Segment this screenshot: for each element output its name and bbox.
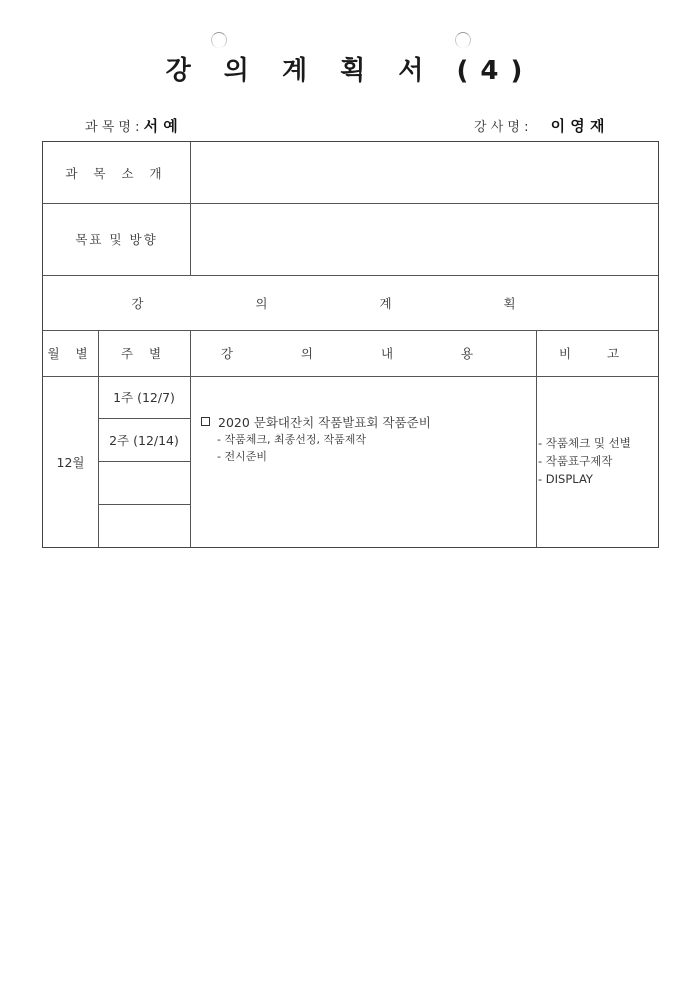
instructor-line (474, 115, 605, 136)
course-intro-label: 과 목 소 개 (65, 165, 168, 181)
content-sub-item: - 작품체크, 최종선정, 작품제작 (217, 433, 366, 446)
month-cell: 12월 (56, 454, 85, 470)
instructor-label: 강 사 명 : (474, 120, 529, 135)
subject-line (85, 115, 178, 136)
goals-label: 목표 및 방향 (75, 232, 158, 247)
punch-hole-left (211, 32, 227, 48)
subject-label: 과 목 명 : (85, 120, 140, 135)
note-item: - 작품체크 및 선별 (538, 436, 631, 450)
col-notes-header: 비 고 (558, 346, 636, 361)
week-cell (98, 461, 190, 504)
week-cell: 1주 (12/7) (113, 390, 175, 405)
note-item: - DISPLAY (538, 472, 593, 486)
content-main-text: 2020 문화대잔치 작품발표회 작품준비 (218, 415, 431, 430)
subject-value: 서 예 (143, 117, 178, 135)
lecture-plan-table (42, 141, 659, 548)
instructor-value: 이 영 재 (550, 117, 605, 135)
col-month-header: 월 별 (47, 346, 94, 361)
plan-header: 강 의 계 획 (131, 295, 570, 311)
punch-hole-right (455, 32, 471, 48)
note-item: - 작품표구제작 (538, 454, 613, 468)
week-cell: 2주 (12/14) (109, 432, 179, 448)
page-title: 강 의 계 획 서 (4) (165, 56, 535, 86)
col-content-header: 강 의 내 용 (220, 346, 506, 361)
checkbox-bullet-icon (201, 417, 210, 426)
col-week-header: 주 별 (120, 346, 168, 361)
week-cell (98, 504, 190, 547)
content-sub-item: - 전시준비 (217, 450, 267, 463)
col-divider (190, 142, 191, 275)
notes-list (538, 434, 631, 488)
content-main-item (201, 414, 431, 431)
lecture-content (201, 414, 431, 465)
